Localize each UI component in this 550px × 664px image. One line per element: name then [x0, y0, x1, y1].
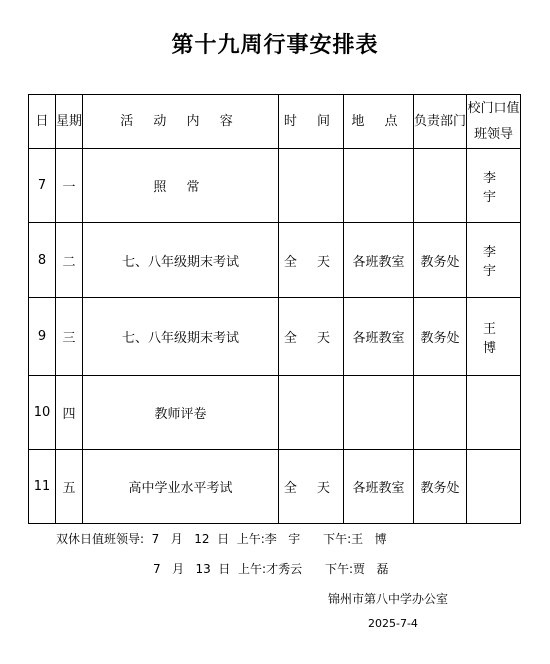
- weekend-duty-line1: 双休日值班领导: 7 月 12 日 上午:李 宇 下午:王 博: [56, 532, 387, 546]
- table-row: [29, 298, 521, 376]
- row-leader: [467, 450, 521, 524]
- row-dept: [414, 376, 467, 450]
- schedule-table: [28, 94, 521, 524]
- row-day: 8: [29, 223, 56, 298]
- table-row: [29, 376, 521, 450]
- row-day: 9: [29, 298, 56, 376]
- row-leader: 王 博: [467, 298, 521, 376]
- row-place: 各班教室: [344, 223, 414, 298]
- header-content: 活 动 内 容: [83, 95, 279, 149]
- row-content: 七、八年级期末考试: [83, 223, 279, 298]
- office-signature: 锦州市第八中学办公室: [328, 592, 449, 606]
- header-day: 日: [29, 95, 56, 149]
- page-title: 第十九周行事安排表: [171, 33, 379, 58]
- issue-date: 2025-7-4: [368, 617, 418, 630]
- row-weekday: 五: [56, 450, 83, 524]
- row-time: 全 天: [279, 298, 344, 376]
- header-time: 时 间: [279, 95, 344, 149]
- row-weekday: 二: [56, 223, 83, 298]
- row-time: [279, 376, 344, 450]
- row-place: [344, 376, 414, 450]
- row-time: 全 天: [279, 223, 344, 298]
- header-row: [29, 95, 521, 149]
- row-content: 高中学业水平考试: [83, 450, 279, 524]
- row-day: 7: [29, 149, 56, 223]
- row-content: 七、八年级期末考试: [83, 298, 279, 376]
- row-time: 全 天: [279, 450, 344, 524]
- row-weekday: 三: [56, 298, 83, 376]
- row-weekday: 一: [56, 149, 83, 223]
- row-leader: [467, 376, 521, 450]
- header-leader: 校门口值班领导: [467, 95, 521, 149]
- weekend-duty-line2: 7 月 13 日 上午:才秀云 下午:贾 磊: [153, 562, 389, 576]
- row-content: 照 常: [83, 149, 279, 223]
- header-dept: 负责部门: [414, 95, 467, 149]
- row-dept: 教务处: [414, 450, 467, 524]
- row-day: 10: [29, 376, 56, 450]
- row-place: 各班教室: [344, 450, 414, 524]
- row-weekday: 四: [56, 376, 83, 450]
- header-weekday: 星期: [56, 95, 83, 149]
- row-time: [279, 149, 344, 223]
- row-leader: 李 宇: [467, 223, 521, 298]
- row-dept: [414, 149, 467, 223]
- row-dept: 教务处: [414, 223, 467, 298]
- table-row: [29, 450, 521, 524]
- table-row: [29, 149, 521, 223]
- row-day: 11: [29, 450, 56, 524]
- header-place: 地 点: [344, 95, 414, 149]
- row-place: [344, 149, 414, 223]
- row-place: 各班教室: [344, 298, 414, 376]
- row-content: 教师评卷: [83, 376, 279, 450]
- row-leader: 李 宇: [467, 149, 521, 223]
- table-row: [29, 223, 521, 298]
- row-dept: 教务处: [414, 298, 467, 376]
